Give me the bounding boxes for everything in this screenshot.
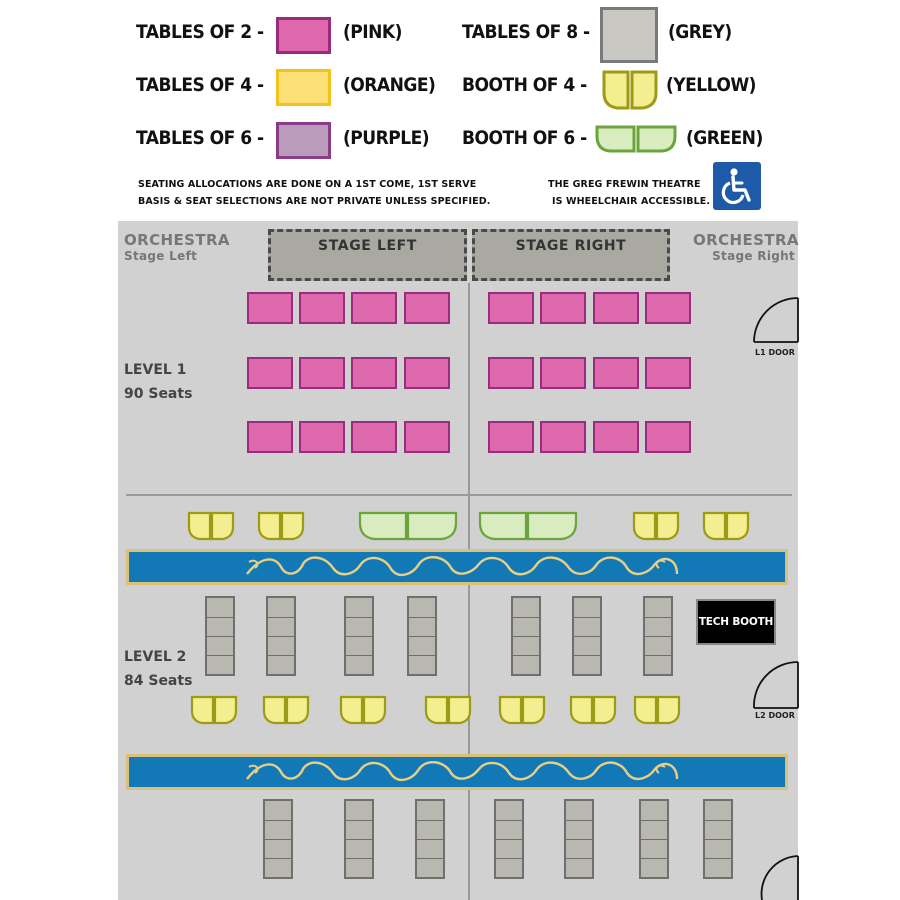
booth-of-4[interactable] — [339, 695, 387, 725]
table-of-2[interactable] — [645, 292, 691, 324]
table-of-8[interactable] — [407, 596, 437, 676]
level-2-name: LEVEL 2 — [124, 649, 187, 665]
accessibility-note-line-1: THE GREG FREWIN THEATRE — [548, 179, 701, 190]
table-of-2[interactable] — [351, 292, 397, 324]
legend-swatch-grey — [600, 7, 658, 63]
l2-door-label: L2 DOOR — [755, 711, 795, 720]
table-of-2[interactable] — [593, 421, 639, 453]
decorative-rail-1 — [126, 549, 788, 585]
table-of-8[interactable] — [266, 596, 296, 676]
scroll-ornament-icon — [129, 757, 785, 787]
table-of-8[interactable] — [572, 596, 602, 676]
booth-of-4[interactable] — [702, 511, 750, 541]
table-of-2[interactable] — [247, 357, 293, 389]
table-of-2[interactable] — [299, 292, 345, 324]
legend-color-orange: (ORANGE) — [343, 74, 436, 96]
decorative-rail-2 — [126, 754, 788, 790]
legend-label-tables-of-4: TABLES OF 4 - — [136, 74, 264, 96]
stage-left[interactable]: STAGE LEFT — [268, 229, 467, 281]
booth-of-4[interactable] — [569, 695, 617, 725]
table-of-2[interactable] — [404, 292, 450, 324]
table-of-2[interactable] — [540, 357, 586, 389]
level-2-seats: 84 Seats — [124, 673, 193, 689]
table-of-8[interactable] — [263, 799, 293, 879]
table-of-2[interactable] — [645, 357, 691, 389]
level-1-divider — [126, 494, 792, 496]
booth-of-4[interactable] — [424, 695, 472, 725]
table-of-8[interactable] — [415, 799, 445, 879]
table-of-2[interactable] — [247, 292, 293, 324]
l2-door-icon[interactable] — [752, 656, 800, 712]
table-of-2[interactable] — [404, 421, 450, 453]
orchestra-left-sub: Stage Left — [124, 249, 198, 263]
legend-color-grey: (GREY) — [668, 21, 732, 43]
booth-of-4[interactable] — [190, 695, 238, 725]
legend-swatch-orange — [276, 69, 331, 106]
orchestra-right-title: ORCHESTRA — [693, 231, 799, 249]
table-of-8[interactable] — [511, 596, 541, 676]
table-of-2[interactable] — [488, 292, 534, 324]
table-of-2[interactable] — [351, 421, 397, 453]
table-of-2[interactable] — [404, 357, 450, 389]
legend-label-tables-of-2: TABLES OF 2 - — [136, 21, 264, 43]
level-1-seats: 90 Seats — [124, 386, 193, 402]
scroll-ornament-icon — [129, 552, 785, 582]
legend-swatch-pink — [276, 17, 331, 54]
table-of-2[interactable] — [488, 357, 534, 389]
table-of-2[interactable] — [593, 357, 639, 389]
table-of-2[interactable] — [299, 357, 345, 389]
booth-of-4[interactable] — [257, 511, 305, 541]
table-of-2[interactable] — [593, 292, 639, 324]
level-1-name: LEVEL 1 — [124, 362, 187, 378]
stage-right[interactable]: STAGE RIGHT — [472, 229, 670, 281]
orchestra-stage-left-label — [124, 231, 230, 263]
legend-label-tables-of-8: TABLES OF 8 - — [462, 21, 590, 43]
accessibility-note-line-2: IS WHEELCHAIR ACCESSIBLE. — [552, 196, 711, 207]
orchestra-right-sub: Stage Right — [712, 249, 795, 263]
wheelchair-icon — [713, 162, 761, 210]
booth-of-4[interactable] — [262, 695, 310, 725]
table-of-2[interactable] — [540, 292, 586, 324]
legend-color-pink: (PINK) — [343, 21, 402, 43]
table-of-8[interactable] — [639, 799, 669, 879]
level-1-label — [124, 358, 192, 406]
l3-door-icon[interactable] — [760, 850, 800, 900]
orchestra-left-title: ORCHESTRA — [124, 231, 230, 249]
legend-color-green: (GREEN) — [686, 127, 763, 149]
booth-of-6[interactable] — [478, 511, 578, 541]
table-of-8[interactable] — [344, 799, 374, 879]
legend-swatch-purple — [276, 122, 331, 159]
seating-note-line-1: SEATING ALLOCATIONS ARE DONE ON A 1ST COME, 1ST SERVE — [138, 179, 477, 190]
table-of-8[interactable] — [643, 596, 673, 676]
legend-color-purple: (PURPLE) — [343, 127, 430, 149]
table-of-8[interactable] — [205, 596, 235, 676]
l1-door-label: L1 DOOR — [755, 348, 795, 357]
tech-booth: TECH BOOTH — [696, 599, 776, 645]
seating-note-line-2: BASIS & SEAT SELECTIONS ARE NOT PRIVATE UNLESS SPECIFIED. — [138, 196, 491, 207]
legend-swatch-yellow-booth — [601, 69, 659, 111]
level-2-label — [124, 645, 192, 693]
table-of-2[interactable] — [645, 421, 691, 453]
legend-label-booth-of-4: BOOTH OF 4 - — [462, 74, 587, 96]
legend-label-booth-of-6: BOOTH OF 6 - — [462, 127, 587, 149]
booth-of-6[interactable] — [358, 511, 458, 541]
booth-of-4[interactable] — [498, 695, 546, 725]
center-aisle-divider — [468, 283, 470, 900]
l1-door-icon[interactable] — [752, 294, 800, 346]
table-of-8[interactable] — [564, 799, 594, 879]
table-of-2[interactable] — [351, 357, 397, 389]
booth-of-4[interactable] — [633, 695, 681, 725]
table-of-2[interactable] — [540, 421, 586, 453]
table-of-8[interactable] — [703, 799, 733, 879]
booth-of-4[interactable] — [187, 511, 235, 541]
table-of-8[interactable] — [494, 799, 524, 879]
table-of-2[interactable] — [488, 421, 534, 453]
legend-label-tables-of-6: TABLES OF 6 - — [136, 127, 264, 149]
table-of-8[interactable] — [344, 596, 374, 676]
legend-color-yellow: (YELLOW) — [666, 74, 756, 96]
table-of-2[interactable] — [299, 421, 345, 453]
table-of-2[interactable] — [247, 421, 293, 453]
orchestra-stage-right-label — [693, 231, 799, 263]
legend-swatch-green-booth — [594, 124, 678, 154]
booth-of-4[interactable] — [632, 511, 680, 541]
